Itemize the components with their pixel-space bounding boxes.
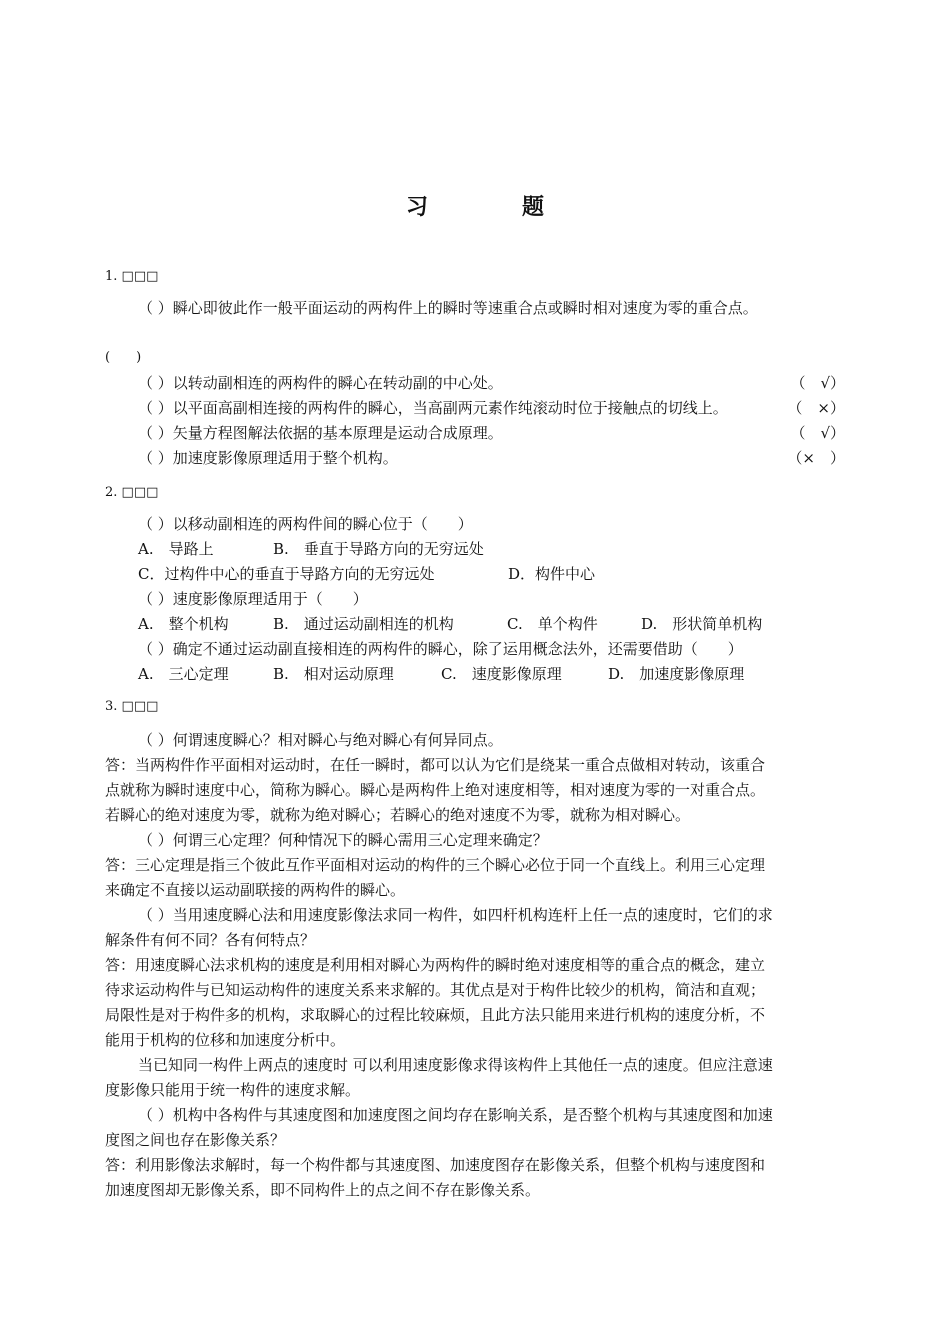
- paren-placeholder: ( ): [105, 350, 142, 365]
- question-2-3: （ ）确定不通过运动副直接相连的两构件的瞬心，除了运用概念法外，还需要借助（ ）: [138, 640, 743, 658]
- options-row: [138, 664, 845, 684]
- question-2-2: （ ）速度影像原理适用于（ ）: [138, 590, 368, 608]
- answer-line: 答：三心定理是指三个彼此互作平面相对运动的构件的三个瞬心必位于同一个直线上。利用三心定理: [105, 856, 766, 874]
- question-line: 度图之间也存在影像关系？: [105, 1131, 286, 1149]
- question-3-3: （ ）当用速度瞬心法和用速度影像法求同一构件，如四杆机构连杆上任一点的速度时，它们的求: [138, 906, 773, 924]
- question-text: （ ）矢量方程图解法依据的基本原理是运动合成原理。: [138, 424, 503, 442]
- option-b: B. 垂直于导路方向的无穷远处: [273, 540, 484, 558]
- section-2-heading: 2. □□□: [105, 485, 159, 500]
- answer-line: 加速度图却无影像关系，即不同构件上的点之间不存在影像关系。: [105, 1181, 541, 1199]
- question-2-1: （ ）以移动副相连的两构件间的瞬心位于（ ）: [138, 515, 473, 533]
- question-1-0: （ ）瞬心即彼此作一般平面运动的两构件上的瞬时等速重合点或瞬时相对速度为零的重合点。: [138, 299, 758, 317]
- answer-line: 来确定不直接以运动副联接的两构件的瞬心。: [105, 881, 406, 899]
- question-3-1: （ ）何谓速度瞬心？相对瞬心与绝对瞬心有何异同点。: [138, 731, 503, 749]
- question-text: （ ）加速度影像原理适用于整个机构。: [138, 449, 398, 467]
- answer-line: 局限性是对于构件多的机构，求取瞬心的过程比较麻烦，且此方法只能用来进行机构的速度分析，不: [105, 1006, 766, 1024]
- option-a: A. 三心定理: [138, 665, 229, 683]
- answer-line: 点就称为瞬时速度中心，简称为瞬心。瞬心是两构件上绝对速度相等，相对速度为零的一对重合点。: [105, 781, 766, 799]
- options-row: [138, 614, 845, 634]
- question-text: （ ）以转动副相连的两构件的瞬心在转动副的中心处。: [138, 374, 503, 392]
- answer-line: 待求运动构件与已知运动构件的速度关系来求解的。其优点是对于构件比较少的机构，简洁和直观；: [105, 981, 766, 999]
- answer-line: 答：当两构件作平面相对运动时，在任一瞬时，都可以认为它们是绕某一重合点做相对转动，该重合: [105, 756, 766, 774]
- option-b: B. 通过运动副相连的机构: [273, 615, 454, 633]
- answer-line: 度影像只能用于统一构件的速度求解。: [105, 1081, 361, 1099]
- answer-mark: （× ）: [787, 449, 845, 467]
- question-1-1: [138, 373, 845, 393]
- question-1-4: [138, 448, 845, 468]
- option-b: B. 相对运动原理: [273, 665, 394, 683]
- option-d: D. 形状简单机构: [641, 615, 763, 633]
- option-d: D．构件中心: [508, 565, 596, 583]
- question-1-2: [138, 398, 845, 418]
- section-3-heading: 3. □□□: [105, 699, 159, 714]
- section-1-heading: 1. □□□: [105, 269, 159, 284]
- option-a: A. 整个机构: [138, 615, 229, 633]
- answer-mark: （ √）: [790, 374, 845, 392]
- answer-mark: （ ×）: [787, 399, 845, 417]
- options-row: [138, 564, 845, 584]
- answer-line: 答：利用影像法求解时，每一个构件都与其速度图、加速度图存在影像关系，但整个机构与速度图和: [105, 1156, 766, 1174]
- question-text: （ ）以平面高副相连接的两构件的瞬心，当高副两元素作纯滚动时位于接触点的切线上。: [138, 399, 728, 417]
- option-c: C. 速度影像原理: [441, 665, 562, 683]
- option-c: C. 单个构件: [507, 615, 598, 633]
- options-row: [138, 539, 845, 559]
- question-3-4: （ ）机构中各构件与其速度图和加速度图之间均存在影响关系，是否整个机构与其速度图和加速: [138, 1106, 773, 1124]
- page-title: 习 题: [405, 195, 580, 220]
- question-3-2: （ ）何谓三心定理？何种情况下的瞬心需用三心定理来确定？: [138, 831, 548, 849]
- question-1-3: [138, 423, 845, 443]
- question-line: 解条件有何不同？各有何特点？: [105, 931, 316, 949]
- option-a: A. 导路上: [138, 540, 214, 558]
- answer-line: 若瞬心的绝对速度为零，就称为绝对瞬心；若瞬心的绝对速度不为零，就称为相对瞬心。: [105, 806, 691, 824]
- answer-paragraph: 当已知同一构件上两点的速度时 可以利用速度影像求得该构件上其他任一点的速度。但应注意速: [138, 1056, 773, 1074]
- option-c: C．过构件中心的垂直于导路方向的无穷远处: [138, 565, 435, 583]
- answer-line: 答：用速度瞬心法求机构的速度是利用相对瞬心为两构件的瞬时绝对速度相等的重合点的概念，建立: [105, 956, 766, 974]
- option-d: D. 加速度影像原理: [608, 665, 745, 683]
- answer-line: 能用于机构的位移和加速度分析中。: [105, 1031, 346, 1049]
- answer-mark: （ √）: [790, 424, 845, 442]
